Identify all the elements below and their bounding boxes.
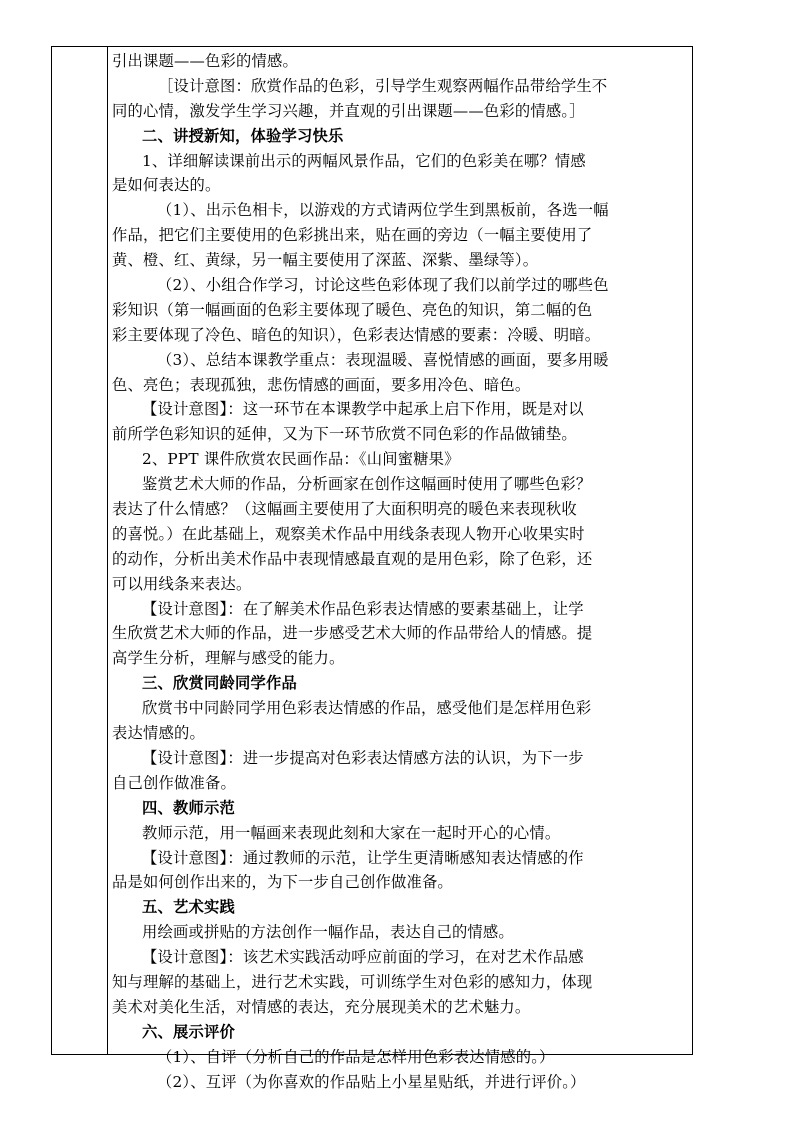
paragraph-line: 【设计意图】：通过教师的示范，让学生更清晰感知表达情感的作 xyxy=(142,848,584,867)
paragraph-line: 1、详细解读课前出示的两幅风景作品，它们的色彩美在哪？情感 xyxy=(142,151,586,170)
paragraph-line: 可以用线条来表达。 xyxy=(112,574,252,593)
paragraph-line: 【设计意图】：这一环节在本课教学中起承上启下作用，既是对以 xyxy=(142,400,584,419)
section-heading: 二、讲授新知，体验学习快乐 xyxy=(142,126,344,145)
paragraph-line: 彩主要体现了冷色、暗色的知识），色彩表达情感的要素：冷暖、明暗。 xyxy=(112,325,601,344)
paragraph-line: 表达了什么情感？（这幅画主要使用了大面积明亮的暖色来表现秋收 xyxy=(112,500,577,519)
paragraph-line: 色、亮色；表现孤独，悲伤情感的画面，要多用冷色、暗色。 xyxy=(112,375,531,394)
paragraph-line: 2、PPT 课件欣赏农民画作品：《山间蜜糖果》 xyxy=(142,450,460,469)
paragraph-line: ［设计意图：欣赏作品的色彩，引导学生观察两幅作品带给学生不 xyxy=(158,76,608,95)
paragraph-line: 的动作，分析出美术作品中表现情感最直观的是用色彩，除了色彩，还 xyxy=(112,549,593,568)
paragraph-line: 知与理解的基础上，进行艺术实践，可训练学生对色彩的感知力，体现 xyxy=(112,972,593,991)
paragraph-line: （2）、小组合作学习，讨论这些色彩体现了我们以前学过的哪些色 xyxy=(157,276,609,295)
section-heading: 三、欣赏同龄同学作品 xyxy=(142,674,297,693)
paragraph-line: （2）、互评（为你喜欢的作品贴上小星星贴纸，并进行评价。） xyxy=(157,1072,586,1091)
paragraph-line: 前所学色彩知识的延伸，又为下一环节欣赏不同色彩的作品做铺垫。 xyxy=(112,425,577,444)
paragraph-line: 自己创作做准备。 xyxy=(112,773,236,792)
paragraph-line: 【设计意图】：在了解美术作品色彩表达情感的要素基础上，让学 xyxy=(142,599,584,618)
section-heading: 六、展示评价 xyxy=(142,1022,235,1041)
paragraph-line: 【设计意图】：进一步提高对色彩表达情感方法的认识，为下一步 xyxy=(142,748,584,767)
paragraph-line: 鉴赏艺术大师的作品，分析画家在创作这幅画时使用了哪些色彩？ xyxy=(142,475,592,494)
paragraph-line: 美术对美化生活，对情感的表达，充分展现美术的艺术魅力。 xyxy=(112,997,531,1016)
paragraph-line: 欣赏书中同龄同学用色彩表达情感的作品，感受他们是怎样用色彩 xyxy=(142,699,592,718)
paragraph-line: 【设计意图】：该艺术实践活动呼应前面的学习，在对艺术作品感 xyxy=(142,948,584,967)
paragraph-line: 引出课题——色彩的情感。 xyxy=(112,52,298,70)
paragraph-line: 表达情感的。 xyxy=(112,724,205,743)
paragraph-line: 作品，把它们主要使用的色彩挑出来，贴在画的旁边（一幅主要使用了 xyxy=(112,226,593,245)
paragraph-line: （1）、出示色相卡，以游戏的方式请两位学生到黑板前，各选一幅 xyxy=(157,201,609,220)
paragraph-line: 同的心情，激发学生学习兴趣，并直观的引出课题——色彩的情感。］ xyxy=(112,101,585,120)
paragraph-line: 高学生分析，理解与感受的能力。 xyxy=(112,649,345,668)
paragraph-line: （1）、自评（分析自己的作品是怎样用色彩表达情感的。） xyxy=(157,1047,555,1066)
section-heading: 四、教师示范 xyxy=(142,798,235,817)
table-left-column xyxy=(52,47,108,1054)
table-content-cell xyxy=(112,49,688,1094)
paragraph-line: 彩知识（第一幅画面的色彩主要体现了暖色、亮色的知识，第二幅的色 xyxy=(112,300,593,319)
paragraph-line: 的喜悦。）在此基础上，观察美术作品中用线条表现人物开心收果实时 xyxy=(112,524,585,543)
paragraph-line: 生欣赏艺术大师的作品，进一步感受艺术大师的作品带给人的情感。提 xyxy=(112,624,593,643)
section-heading: 五、艺术实践 xyxy=(142,898,235,917)
paragraph-line: 是如何表达的。 xyxy=(112,176,221,195)
paragraph-line: 品是如何创作出来的，为下一步自己创作做准备。 xyxy=(112,873,453,892)
paragraph-line: 用绘画或拼贴的方法创作一幅作品，表达自己的情感。 xyxy=(142,923,514,942)
paragraph-line: 教师示范，用一幅画来表现此刻和大家在一起时开心的心情。 xyxy=(142,823,561,842)
paragraph-line: 黄、橙、红、黄绿，另一幅主要使用了深蓝、深紫、墨绿等）。 xyxy=(112,251,539,270)
lesson-table xyxy=(51,46,693,1091)
paragraph-line: （3）、总结本课教学重点：表现温暖、喜悦情感的画面，要多用暖 xyxy=(157,350,609,369)
